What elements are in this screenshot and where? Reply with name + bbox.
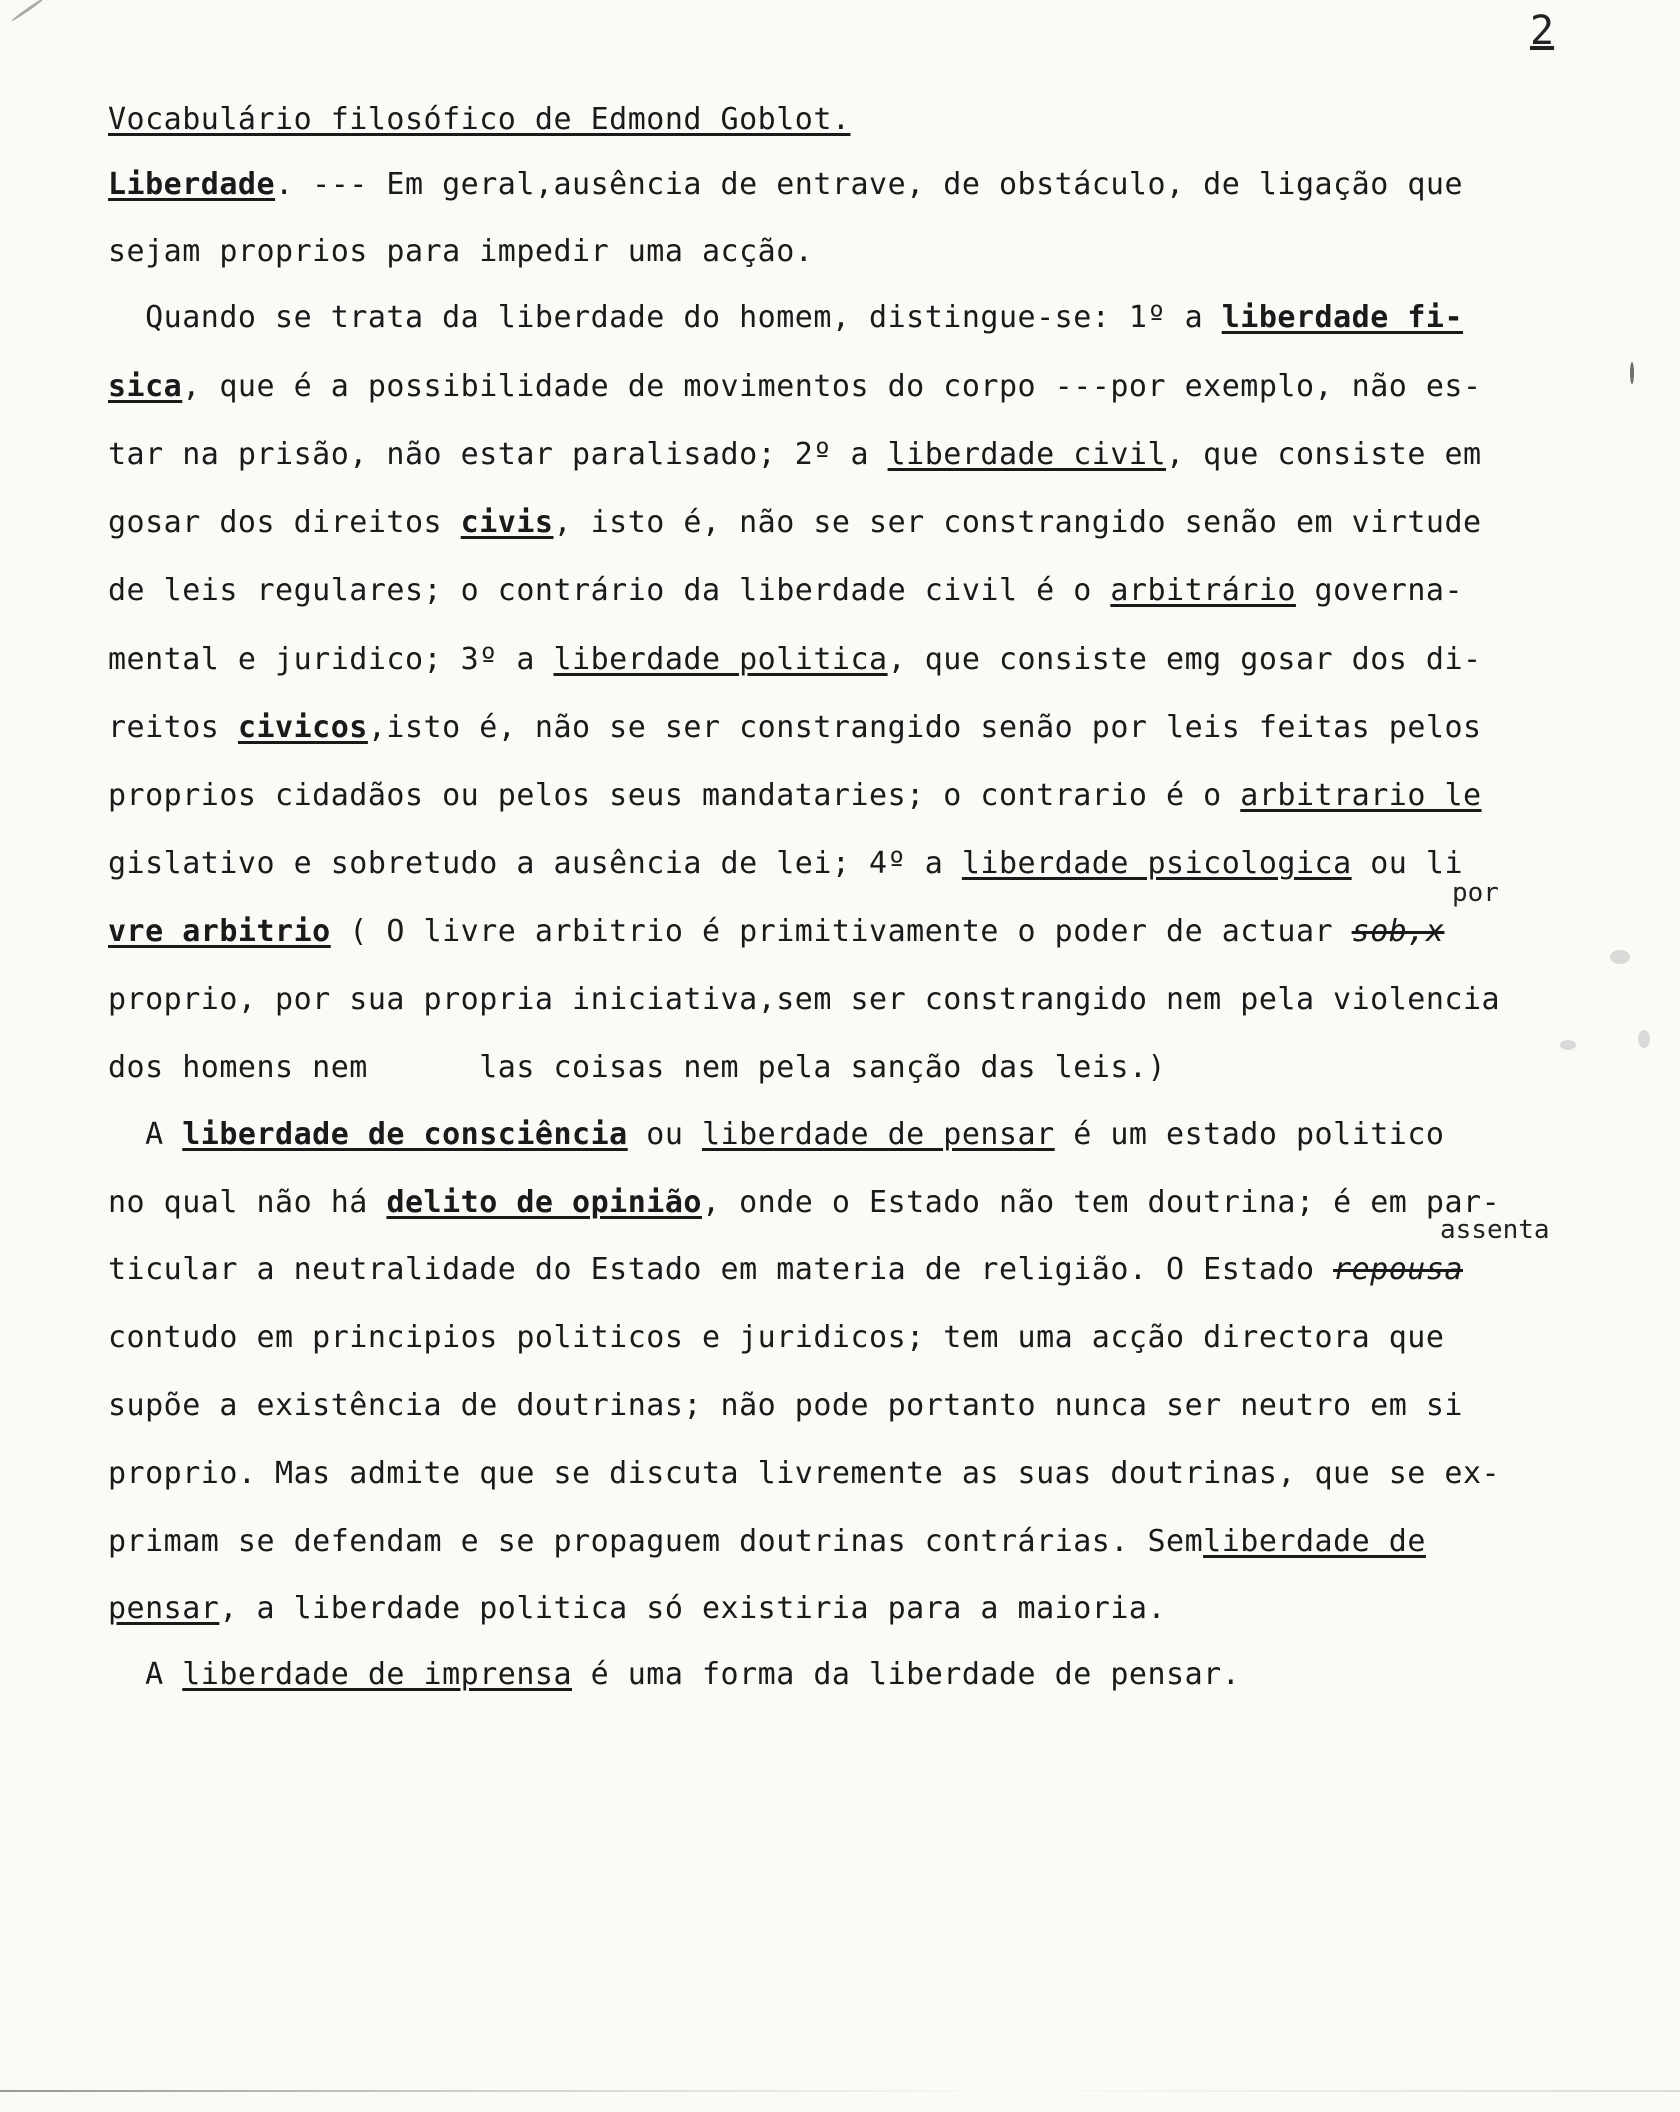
term-civis: civis: [460, 505, 554, 540]
paragraph-2-line-7: reitos civicos,isto é, não se ser constrangido senão por leis feitas pelos: [108, 710, 1482, 745]
paragraph-1-line-2: sejam proprios para impedir uma acção.: [108, 234, 814, 269]
paragraph-2-line-9: gislativo e sobretudo a ausência de lei; 4º a liberdade psicologica ou li: [108, 846, 1464, 881]
paragraph-3-line-1: A liberdade de consciência ou liberdade de pensar é um estado politico: [108, 1117, 1445, 1152]
handwritten-correction-por: por: [1452, 878, 1499, 908]
paragraph-2-line-6: mental e juridico; 3º a liberdade politica, que consiste emg gosar dos di-: [108, 642, 1482, 677]
handwritten-correction-assenta: assenta: [1440, 1215, 1550, 1245]
term-arbitrario-legislativo: arbitrario le: [1240, 778, 1482, 813]
paragraph-2-line-12: dos homens nem las coisas nem pela sanção das leis.): [108, 1050, 1167, 1085]
page-bottom-edge: [0, 2090, 1680, 2092]
margin-mark: [1630, 362, 1634, 384]
struck-out-word: sob,x: [1351, 914, 1445, 949]
paragraph-2-line-4: gosar dos direitos civis, isto é, não se ser constrangido senão em virtude: [108, 505, 1482, 540]
paragraph-2-line-2: sica, que é a possibilidade de movimentos do corpo ---por exemplo, não es-: [108, 369, 1482, 404]
term-liberdade-consciencia: liberdade de consciência: [182, 1117, 628, 1152]
page-number: 2: [1530, 8, 1555, 54]
term-delito-opiniao: delito de opinião: [386, 1185, 702, 1220]
paragraph-3-line-7: primam se defendam e se propaguem doutrinas contrárias. Semliberdade de: [108, 1524, 1426, 1559]
paragraph-1-line-1: Liberdade. --- Em geral,ausência de entrave, de obstáculo, de ligação que: [108, 167, 1463, 202]
paragraph-2-line-11: proprio, por sua propria iniciativa,sem ser constrangido nem pela violencia: [108, 982, 1501, 1017]
corner-mark: [11, 0, 45, 22]
paper-speck: [1560, 1040, 1576, 1050]
paragraph-3-line-4: contudo em principios politicos e juridicos; tem uma acção directora que: [108, 1320, 1445, 1355]
term-pensar: pensar: [108, 1591, 220, 1626]
document-heading: Vocabulário filosófico de Edmond Goblot.: [108, 102, 851, 137]
paragraph-2-line-10: vre arbitrio ( O livre arbitrio é primitivamente o poder de actuar sob,x: [108, 914, 1445, 949]
term-civicos: civicos: [237, 710, 368, 745]
paper-speck: [1638, 1030, 1650, 1048]
paragraph-2-line-5: de leis regulares; o contrário da liberdade civil é o arbitrário governa-: [108, 573, 1464, 608]
term-arbitrario: arbitrário: [1110, 573, 1296, 608]
term-liberdade-fisica: liberdade fi-: [1221, 300, 1464, 335]
paragraph-3-line-5: supõe a existência de doutrinas; não pode portanto nunca ser neutro em si: [108, 1388, 1463, 1423]
term-liberdade-politica: liberdade politica: [553, 642, 888, 677]
paper-speck: [1610, 950, 1630, 964]
paragraph-2-line-1: Quando se trata da liberdade do homem, distingue-se: 1º a liberdade fi-: [108, 300, 1464, 335]
paragraph-3-line-6: proprio. Mas admite que se discuta livremente as suas doutrinas, que se ex-: [108, 1456, 1501, 1491]
paragraph-2-line-8: proprios cidadãos ou pelos seus mandataries; o contrario é o arbitrario le: [108, 778, 1482, 813]
term-liberdade-de: liberdade de: [1203, 1524, 1426, 1559]
term-livre-arbitrio: vre arbitrio: [108, 914, 331, 949]
paragraph-4-line-1: A liberdade de imprensa é uma forma da liberdade de pensar.: [108, 1657, 1241, 1692]
paragraph-3-line-2: no qual não há delito de opinião, onde o Estado não tem doutrina; é em par-: [108, 1185, 1501, 1220]
paragraph-3-line-8: pensar, a liberdade politica só existiria para a maioria.: [108, 1591, 1167, 1626]
term-liberdade-psicologica: liberdade psicologica: [961, 846, 1352, 881]
paragraph-3-line-3: ticular a neutralidade do Estado em materia de religião. O Estado repousa: [108, 1252, 1463, 1287]
struck-out-word: repousa: [1333, 1252, 1463, 1287]
term-liberdade: Liberdade: [108, 167, 276, 202]
term-liberdade-civil: liberdade civil: [887, 437, 1167, 472]
paragraph-2-line-3: tar na prisão, não estar paralisado; 2º a liberdade civil, que consiste em: [108, 437, 1482, 472]
term-liberdade-pensar: liberdade de pensar: [701, 1117, 1055, 1152]
term-liberdade-imprensa: liberdade de imprensa: [182, 1657, 573, 1692]
